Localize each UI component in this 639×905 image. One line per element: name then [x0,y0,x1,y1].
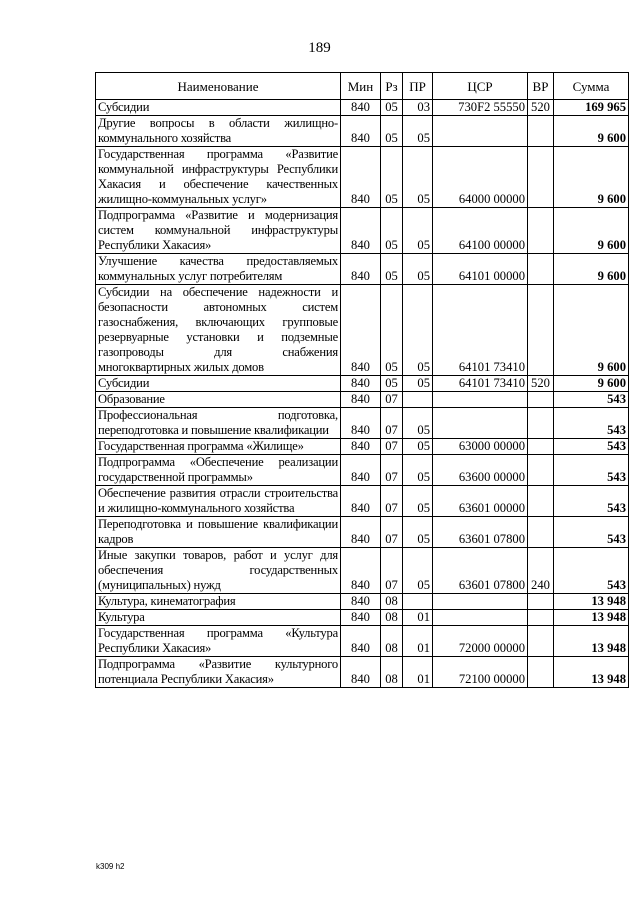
row-sum: 13 948 [554,594,629,610]
table-row [96,439,629,455]
table-row [96,657,629,688]
row-name: Подпрограмма «Развитие и модернизация систем коммунальной инфраструктуры Республики Хакасия» [96,208,341,254]
row-rz: 05 [381,254,403,285]
row-pr: 05 [403,116,433,147]
row-min: 840 [341,392,381,408]
row-csr: 64100 00000 [433,208,528,254]
row-sum: 543 [554,392,629,408]
table-row [96,455,629,486]
row-sum: 13 948 [554,626,629,657]
row-vr: 520 [528,100,554,116]
row-min: 840 [341,147,381,208]
row-pr: 03 [403,100,433,116]
row-name: Обеспечение развития отрасли строительства и жилищно-коммунального хозяйства [96,486,341,517]
row-min: 840 [341,376,381,392]
row-vr [528,408,554,439]
row-sum: 543 [554,408,629,439]
row-sum: 9 600 [554,254,629,285]
row-vr [528,486,554,517]
table-row [96,594,629,610]
document-code: k309 h2 [96,862,125,871]
table-row [96,147,629,208]
row-sum: 169 965 [554,100,629,116]
row-name: Субсидии [96,376,341,392]
table-row [96,610,629,626]
row-pr: 05 [403,208,433,254]
row-min: 840 [341,408,381,439]
row-name: Переподготовка и повышение квалификации кадров [96,517,341,548]
header-min: Мин [341,73,381,100]
row-csr: 64101 73410 [433,376,528,392]
row-sum: 543 [554,486,629,517]
row-rz: 07 [381,439,403,455]
row-min: 840 [341,610,381,626]
row-name: Государственная программа «Жилище» [96,439,341,455]
row-pr: 05 [403,376,433,392]
row-min: 840 [341,455,381,486]
row-sum: 543 [554,455,629,486]
row-name: Иные закупки товаров, работ и услуг для обеспечения государственных (муниципальных) нужд [96,548,341,594]
row-min: 840 [341,486,381,517]
row-csr [433,594,528,610]
row-pr: 05 [403,285,433,376]
row-pr: 01 [403,610,433,626]
row-name: Культура, кинематография [96,594,341,610]
row-name: Улучшение качества предоставляемых коммунальных услуг потребителям [96,254,341,285]
row-pr: 05 [403,548,433,594]
row-name: Государственная программа «Культура Республики Хакасия» [96,626,341,657]
row-vr [528,439,554,455]
row-csr [433,116,528,147]
row-rz: 05 [381,116,403,147]
row-csr [433,408,528,439]
row-pr: 01 [403,657,433,688]
row-name: Субсидии на обеспечение надежности и безопасности автономных систем газоснабжения, включающих групповые резервуарные установки и подземные газопроводы для снабжения многоквартирных жилых домов [96,285,341,376]
row-csr: 64101 00000 [433,254,528,285]
row-csr: 72000 00000 [433,626,528,657]
row-csr [433,392,528,408]
row-min: 840 [341,439,381,455]
table-header-row [96,73,629,100]
header-rz: Рз [381,73,403,100]
row-csr: 63601 07800 [433,517,528,548]
row-csr: 64000 00000 [433,147,528,208]
header-pr: ПР [403,73,433,100]
table-row [96,486,629,517]
row-rz: 05 [381,147,403,208]
row-vr [528,116,554,147]
row-min: 840 [341,626,381,657]
row-min: 840 [341,517,381,548]
header-name: Наименование [96,73,341,100]
row-name: Другие вопросы в области жилищно-коммунального хозяйства [96,116,341,147]
row-vr [528,147,554,208]
row-vr [528,455,554,486]
row-rz: 08 [381,626,403,657]
row-vr [528,517,554,548]
row-rz: 08 [381,657,403,688]
row-min: 840 [341,548,381,594]
row-pr: 05 [403,517,433,548]
row-sum: 13 948 [554,657,629,688]
row-name: Подпрограмма «Развитие культурного потенциала Республики Хакасия» [96,657,341,688]
row-csr: 63601 07800 [433,548,528,594]
table-row [96,208,629,254]
table-row [96,517,629,548]
row-vr [528,285,554,376]
row-sum: 9 600 [554,116,629,147]
row-csr: 730F2 55550 [433,100,528,116]
row-pr: 05 [403,486,433,517]
row-rz: 07 [381,517,403,548]
row-sum: 9 600 [554,208,629,254]
row-csr: 63000 00000 [433,439,528,455]
row-rz: 05 [381,208,403,254]
row-csr: 63600 00000 [433,455,528,486]
row-min: 840 [341,208,381,254]
row-sum: 9 600 [554,285,629,376]
row-rz: 05 [381,376,403,392]
row-sum: 9 600 [554,376,629,392]
header-sum: Сумма [554,73,629,100]
row-min: 840 [341,100,381,116]
row-rz: 07 [381,392,403,408]
row-sum: 543 [554,517,629,548]
row-min: 840 [341,657,381,688]
budget-table [95,72,629,688]
header-vr: ВР [528,73,554,100]
table-row [96,548,629,594]
row-vr: 520 [528,376,554,392]
row-vr [528,610,554,626]
row-csr: 63601 00000 [433,486,528,517]
row-pr: 05 [403,147,433,208]
table-row [96,376,629,392]
row-rz: 05 [381,100,403,116]
page-number: 189 [308,40,331,56]
table-row [96,626,629,657]
header-csr: ЦСР [433,73,528,100]
table-row [96,392,629,408]
row-csr: 64101 73410 [433,285,528,376]
table-row [96,254,629,285]
row-pr [403,594,433,610]
row-vr [528,594,554,610]
row-min: 840 [341,594,381,610]
row-pr: 05 [403,455,433,486]
row-min: 840 [341,285,381,376]
row-rz: 08 [381,594,403,610]
table-row [96,285,629,376]
row-name: Образование [96,392,341,408]
row-rz: 07 [381,455,403,486]
row-pr: 05 [403,439,433,455]
row-rz: 07 [381,408,403,439]
row-name: Государственная программа «Развитие коммунальной инфраструктуры Республики Хакасия и обеспечение качественных жилищно-коммунальных услуг» [96,147,341,208]
row-rz: 07 [381,548,403,594]
row-pr [403,392,433,408]
table-row [96,116,629,147]
table-row [96,408,629,439]
row-rz: 05 [381,285,403,376]
row-min: 840 [341,116,381,147]
row-pr: 05 [403,254,433,285]
row-pr: 05 [403,408,433,439]
row-name: Профессиональная подготовка, переподготовка и повышение квалификации [96,408,341,439]
row-min: 840 [341,254,381,285]
row-sum: 543 [554,439,629,455]
row-vr [528,626,554,657]
row-csr: 72100 00000 [433,657,528,688]
row-sum: 13 948 [554,610,629,626]
row-vr: 240 [528,548,554,594]
row-vr [528,254,554,285]
row-csr [433,610,528,626]
table-row [96,100,629,116]
row-vr [528,208,554,254]
row-pr: 01 [403,626,433,657]
row-name: Подпрограмма «Обеспечение реализации государственной программы» [96,455,341,486]
row-vr [528,657,554,688]
row-sum: 9 600 [554,147,629,208]
row-name: Субсидии [96,100,341,116]
row-name: Культура [96,610,341,626]
row-sum: 543 [554,548,629,594]
row-rz: 07 [381,486,403,517]
row-vr [528,392,554,408]
table-body [96,100,629,688]
row-rz: 08 [381,610,403,626]
